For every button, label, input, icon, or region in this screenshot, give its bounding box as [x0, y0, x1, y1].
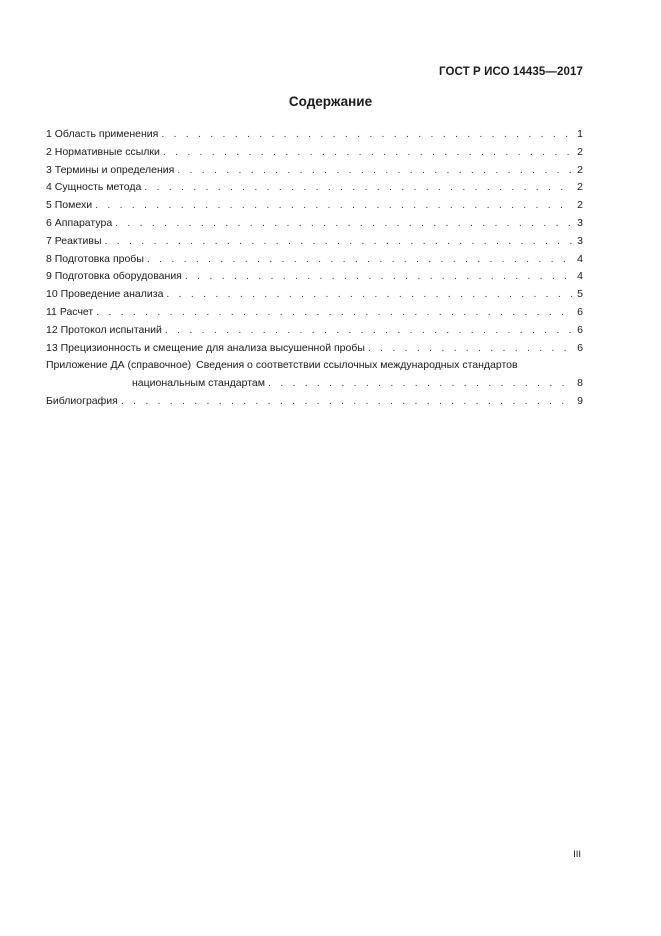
toc-entry-label: 2 Нормативные ссылки [46, 145, 160, 158]
toc-entry-1[interactable] [46, 126, 583, 144]
dot-leader [115, 215, 573, 233]
toc-entry-2[interactable] [46, 144, 583, 162]
dot-leader [144, 179, 573, 197]
toc-title: Содержание [288, 94, 373, 109]
toc-entry-label: 3 Термины и определения [46, 163, 175, 176]
toc-entry-label: 1 Область применения [46, 128, 159, 140]
toc-entry-page: 6 [577, 341, 583, 354]
toc-entry-label: 9 Подготовка оборудования [46, 270, 182, 283]
toc-entry-4[interactable] [46, 179, 583, 197]
toc-entry-page: 2 [577, 181, 583, 194]
toc-entry-11[interactable] [46, 304, 583, 322]
page-number: III [573, 849, 581, 860]
dot-leader [185, 268, 573, 286]
toc-entry-appendix[interactable] [46, 357, 583, 393]
dot-leader [165, 322, 573, 340]
dot-leader [105, 233, 574, 251]
toc-entry-page: 6 [577, 323, 583, 336]
toc-entry-9[interactable] [46, 268, 583, 286]
toc-entry-page: 4 [577, 270, 583, 283]
toc-entry-12[interactable] [46, 322, 583, 340]
dot-leader [121, 393, 573, 411]
appendix-title-line2: национальным стандартам [132, 377, 265, 390]
table-of-contents [46, 126, 583, 411]
toc-entry-page: 2 [577, 145, 583, 158]
toc-entry-page: 1 [577, 128, 583, 140]
toc-entry-8[interactable] [46, 251, 583, 269]
toc-entry-label: Библиография [46, 394, 118, 407]
toc-entry-5[interactable] [46, 197, 583, 215]
dot-leader [368, 340, 573, 358]
toc-entry-6[interactable] [46, 215, 583, 233]
toc-entry-label: 7 Реактивы [46, 234, 102, 247]
dot-leader [95, 197, 573, 215]
toc-entry-page: 5 [577, 288, 583, 301]
toc-entry-label: 4 Сущность метода [46, 181, 142, 194]
toc-entry-label: 10 Проведение анализа [46, 288, 164, 301]
document-code: ГОСТ Р ИСО 14435—2017 [438, 66, 583, 78]
dot-leader [161, 126, 573, 144]
dot-leader [163, 144, 573, 162]
dot-leader [166, 286, 573, 304]
dot-leader [96, 304, 573, 322]
toc-entry-page: 4 [577, 252, 583, 265]
toc-entry-bibliography[interactable] [46, 393, 583, 411]
appendix-prefix: Приложение ДА (справочное) [46, 359, 192, 372]
appendix-title-line1: Сведения о соответствии ссылочных международных стандартов [196, 359, 518, 372]
toc-entry-10[interactable] [46, 286, 583, 304]
toc-entry-label: 11 Расчет [46, 305, 94, 318]
toc-entry-label: 13 Прецизионность и смещение для анализа высушенной пробы [46, 341, 365, 354]
toc-entry-page: 8 [577, 377, 583, 390]
toc-entry-label: 6 Аппаратура [46, 216, 113, 229]
toc-entry-label: 12 Протокол испытаний [46, 323, 162, 336]
toc-entry-page: 2 [577, 199, 583, 212]
toc-entry-label: 5 Помехи [46, 199, 93, 212]
toc-entry-page: 9 [577, 394, 583, 407]
dot-leader [268, 375, 573, 393]
toc-entry-label: 8 Подготовка пробы [46, 252, 144, 265]
toc-entry-page: 3 [577, 234, 583, 247]
dot-leader [147, 251, 573, 269]
toc-entry-13[interactable] [46, 340, 583, 358]
toc-entry-3[interactable] [46, 162, 583, 180]
dot-leader [177, 162, 573, 180]
toc-entry-7[interactable] [46, 233, 583, 251]
toc-entry-page: 3 [577, 216, 583, 229]
toc-entry-page: 2 [577, 163, 583, 176]
toc-entry-page: 6 [577, 305, 583, 318]
